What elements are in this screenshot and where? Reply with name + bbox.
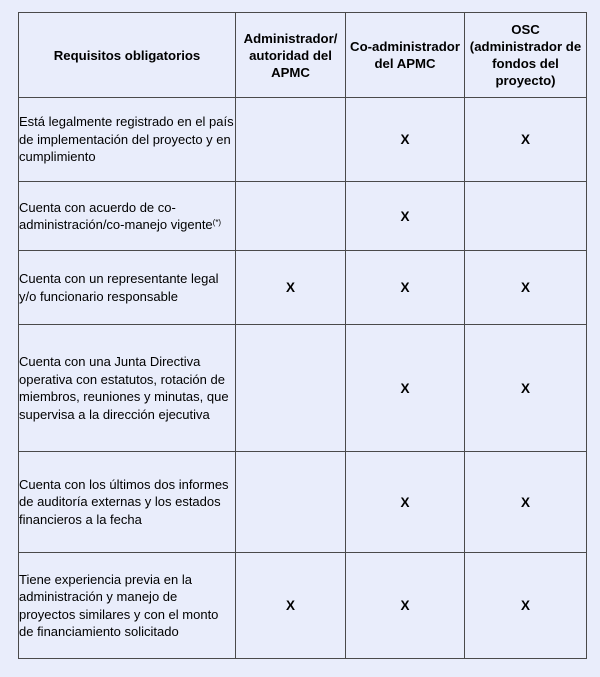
requirement-cell: Cuenta con acuerdo de co-administración/co-manejo vigente(*)	[19, 182, 236, 251]
table-row	[19, 553, 587, 659]
table-row	[19, 251, 587, 325]
co-administrator-mark: X	[346, 553, 465, 659]
co-administrator-mark: X	[346, 452, 465, 553]
requirements-table	[18, 12, 587, 659]
header-row	[19, 13, 587, 98]
requirement-cell: Cuenta con una Junta Directiva operativa con estatutos, rotación de miembros, reuniones y minutas, que supervisa a la dirección ejecutiva	[19, 325, 236, 452]
requirement-cell: Cuenta con un representante legal y/o funcionario responsable	[19, 251, 236, 325]
requirement-cell: Está legalmente registrado en el país de implementación del proyecto y en cumplimiento	[19, 98, 236, 182]
requirement-cell: Tiene experiencia previa en la administración y manejo de proyectos similares y con el monto de financiamiento solicitado	[19, 553, 236, 659]
requirements-table-container	[18, 12, 587, 659]
administrator-mark: X	[236, 553, 346, 659]
osc-mark: X	[465, 553, 587, 659]
co-administrator-mark: X	[346, 182, 465, 251]
header-osc: OSC (administrador de fondos del proyecto)	[465, 13, 587, 98]
osc-mark: X	[465, 251, 587, 325]
osc-mark: X	[465, 452, 587, 553]
footnote-marker: (*)	[212, 218, 222, 227]
co-administrator-mark: X	[346, 98, 465, 182]
osc-mark: X	[465, 98, 587, 182]
table-row	[19, 452, 587, 553]
requirement-cell: Cuenta con los últimos dos informes de auditoría externas y los estados financieros a la fecha	[19, 452, 236, 553]
osc-mark: X	[465, 325, 587, 452]
table-row	[19, 325, 587, 452]
administrator-mark	[236, 182, 346, 251]
administrator-mark	[236, 452, 346, 553]
table-row	[19, 98, 587, 182]
header-requirements: Requisitos obligatorios	[19, 13, 236, 98]
co-administrator-mark: X	[346, 251, 465, 325]
osc-mark	[465, 182, 587, 251]
co-administrator-mark: X	[346, 325, 465, 452]
administrator-mark	[236, 325, 346, 452]
header-administrator: Administrador/ autoridad del APMC	[236, 13, 346, 98]
administrator-mark: X	[236, 251, 346, 325]
table-row	[19, 182, 587, 251]
header-co-administrator: Co-administrador del APMC	[346, 13, 465, 98]
administrator-mark	[236, 98, 346, 182]
